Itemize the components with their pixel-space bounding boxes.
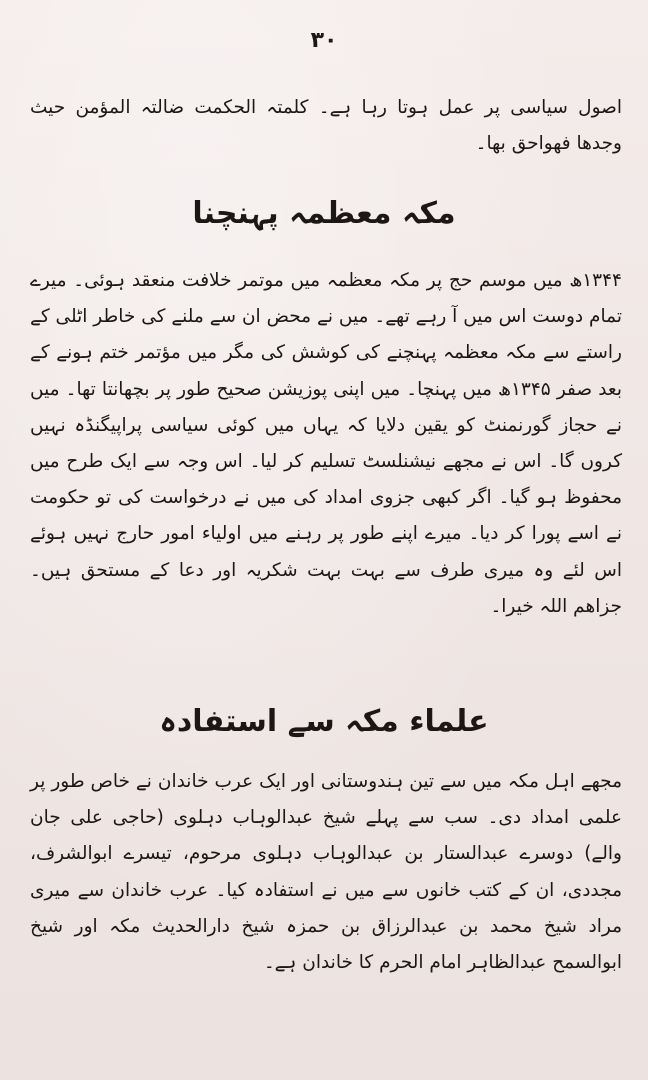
paragraph-makkah-arrival: ۱۳۴۴ھ میں موسم حج پر مکہ معظمہ میں موتمر خلافت منعقد ہوئی۔ میرے تمام دوست اس میں آ رہے تھے۔ میں نے محض ان سے ملنے کی خاطر اٹلی کے راستے سے مکہ معظمہ پہنچنے کی کوشش کی مگر میں مؤتمر ختم ہونے کے بعد صفر ۱۳۴۵ھ میں پہنچا۔ میں اپنی پوزیشن صحیح طور پر بچھانتا تھا۔ میں نے حجاز گورنمنٹ کو یقین دلایا کہ یہاں میں کوئی سیاسی پراپیگنڈہ نہیں کروں گا۔ اس نے مجھے نیشنلسٹ تسلیم کر لیا۔ اس وجہ سے ایک طرح میں محفوظ ہو گیا۔ اگر کبھی جزوی امداد کی میں نے درخواست کی تو حکومت نے اسے پورا کر دیا۔ میرے اپنے طور پر رہنے میں اولیاء امور حارج نہیں ہوئے اس لئے وہ میری طرف سے بہت بہت شکریہ اور دعا کے مستحق ہیں۔ جزاھم اللہ خیرا۔ (30, 270, 622, 617)
page-number: ۳۰ (310, 28, 338, 53)
paragraph-intro: اصول سیاسی پر عمل ہوتا رہا ہے۔ کلمتہ الحکمت ضالتہ المؤمن حیث وجدھا فھواحق بھا۔ (30, 97, 622, 155)
section-heading-scholars-of-makkah: علماء مکہ سے استفادہ (159, 704, 489, 739)
section-heading-makkah-arrival: مکہ معظمہ پہنچنا (192, 196, 456, 231)
paragraph-scholars-of-makkah: مجھے اہل مکہ میں سے تین ہندوستانی اور ایک عرب خاندان نے خاص طور پر علمی امداد دی۔ سب سے پہلے شیخ عبدالوہاب دہلوی (حاجی علی جان والے) دوسرے عبدالستار بن عبدالوہاب دہلوی مرحوم، تیسرے ابوالشرف، مجددی، ان کے کتب خانوں سے میں نے استفادہ کیا۔ عرب خاندان سے میری مراد شیخ محمد بن عبدالرزاق بن حمزہ شیخ دارالحدیث مکہ اور شیخ ابوالسمح عبدالظاہر امام الحرم کا خاندان ہے۔ (30, 771, 622, 974)
